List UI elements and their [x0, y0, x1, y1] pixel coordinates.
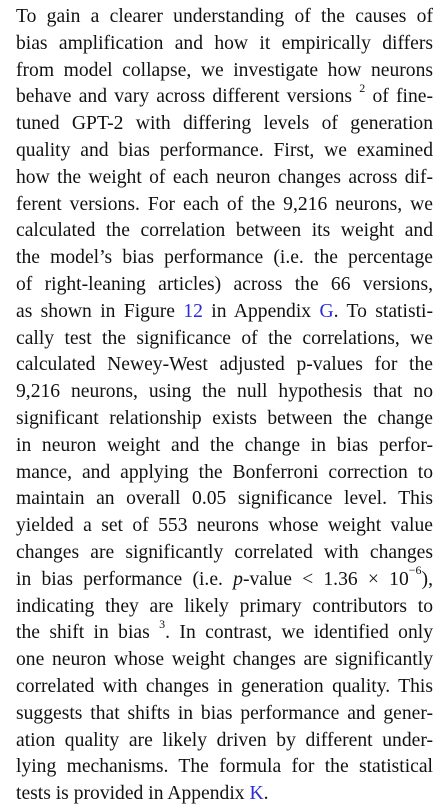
math-variable: p [233, 568, 243, 590]
text-line: To gain a clearer understanding of the causes of [16, 6, 433, 27]
text-line: suggests that shifts in bias performance and gener- [16, 702, 433, 724]
text-fragment: of fine- [365, 86, 434, 108]
text-line: of right-leaning articles) across the 66 versions, [16, 273, 433, 295]
text-line: in neuron weight and the change in bias perfor- [16, 434, 433, 456]
text-fragment: tests is provided in Appendix [16, 783, 250, 805]
text-line: the model’s bias performance (i.e. the percentage [16, 247, 433, 269]
text-fragment: . [263, 783, 269, 805]
text-line: maintain an overall 0.05 significance level. This [16, 488, 433, 510]
text-line [16, 616, 433, 647]
text-line [16, 781, 433, 808]
text-fragment: . In contrast, we identified only [165, 622, 433, 644]
text-line: how the weight of each neuron changes across dif- [16, 166, 433, 188]
text-fragment: in Appendix [202, 300, 320, 322]
text-line: calculated Newey-West adjusted p-values for the [16, 354, 433, 376]
text-fragment: as shown in Figure [16, 300, 184, 322]
figure-reference-link[interactable]: 12 [183, 300, 203, 322]
text-line: yielded a set of 553 neurons whose weight value [16, 515, 433, 537]
appendix-reference-link[interactable]: K [249, 783, 264, 805]
text-line: indicating they are likely primary contributors to [16, 595, 433, 617]
math-expression: -value < 1.36 × 10 [242, 568, 409, 590]
text-line: tuned GPT-2 with differing levels of generation [16, 113, 433, 135]
text-line: mance, and applying the Bonferroni correction to [16, 461, 433, 483]
footnote-marker[interactable]: 3 [159, 616, 166, 631]
text-line: ation quality are likely driven by different under- [16, 729, 433, 751]
text-line: lying mechanisms. The formula for the statistical [16, 756, 433, 778]
appendix-reference-link[interactable]: G [319, 300, 334, 322]
text-line: correlated with changes in generation quality. This [16, 675, 433, 697]
text-line: one neuron whose weight changes are significantly [16, 649, 433, 671]
text-line: significant relationship exists between the change [16, 407, 433, 429]
text-line [16, 299, 433, 326]
math-exponent: −6 [408, 563, 422, 578]
text-fragment: behave and vary across different versions [16, 86, 360, 108]
text-line: from model collapse, we investigate how neurons [16, 59, 433, 81]
text-fragment: in bias performance (i.e. [16, 568, 234, 590]
text-line: changes are significantly correlated with changes [16, 541, 433, 563]
text-line: 9,216 neurons, using the null hypothesis that no [16, 381, 433, 403]
text-line [16, 563, 433, 594]
text-line: bias amplification and how it empirically differs [16, 32, 433, 54]
text-line [16, 80, 434, 111]
text-line: cally test the significance of the correlations, we [16, 327, 433, 349]
text-fragment: . To statisti- [333, 300, 433, 322]
text-fragment: the shift in bias [16, 622, 160, 644]
footnote-marker[interactable]: 2 [359, 80, 366, 95]
text-line: quality and bias performance. First, we examined [16, 139, 433, 161]
text-fragment: ), [421, 568, 433, 590]
text-line: ferent versions. For each of the 9,216 neurons, we [16, 193, 433, 215]
text-line: calculated the correlation between its weight and [16, 220, 433, 242]
